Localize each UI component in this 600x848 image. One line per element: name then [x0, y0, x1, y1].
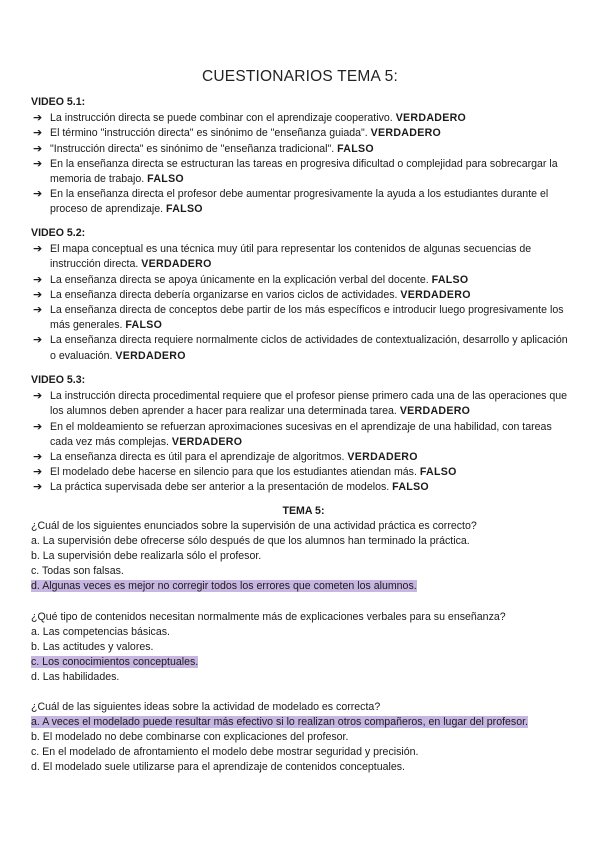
statement-text: La enseñanza directa debería organizarse en varios ciclos de actividades.: [50, 288, 401, 301]
arrow-right-icon: ➔: [33, 243, 43, 256]
option-d-highlighted: d. Algunas veces es mejor no corregir todos los errores que cometen los alumnos.: [31, 580, 417, 593]
quiz-section: [31, 504, 576, 776]
quiz-title: TEMA 5:: [282, 505, 325, 517]
answer-label: VERDADERO: [171, 435, 243, 448]
answer-label: FALSO: [125, 319, 163, 332]
list-item: [31, 303, 576, 333]
section-video-5-1: [31, 95, 576, 218]
statement-text: La enseñanza directa es útil para el aprendizaje de algoritmos.: [50, 451, 348, 464]
question-block: [31, 610, 576, 685]
answer-label: FALSO: [337, 142, 374, 155]
question-block: [31, 700, 576, 775]
statement-text: El término "instrucción directa" es sinónimo de "enseñanza guiada".: [50, 127, 371, 140]
arrow-right-icon: ➔: [33, 288, 43, 301]
section-heading: VIDEO 5.1:: [31, 96, 86, 108]
list-item: [31, 142, 576, 157]
answer-label: FALSO: [147, 173, 184, 186]
list-item: [31, 187, 576, 217]
section-heading: VIDEO 5.3:: [31, 374, 86, 386]
option-b: b. El modelado no debe combinarse con explicaciones del profesor.: [31, 731, 349, 744]
statement-text: La enseñanza directa se apoya únicamente en la explicación verbal del docente.: [50, 273, 432, 286]
list-item: [31, 333, 576, 363]
list-item: [31, 480, 576, 495]
statement-text: "Instrucción directa" es sinónimo de "enseñanza tradicional".: [50, 142, 338, 155]
arrow-right-icon: ➔: [33, 304, 43, 317]
statement-text: La enseñanza directa de conceptos debe partir de los más específicos e introducir luego progresivamente los más generales.: [50, 304, 564, 332]
list-item: [31, 242, 576, 272]
statement-text: En el moldeamiento se refuerzan aproximaciones sucesivas en el aprendizaje de una habilidad, con tareas cada vez más complejas.: [50, 420, 552, 448]
option-c: c. Todas son falsas.: [31, 565, 124, 578]
answer-label: VERDADERO: [395, 112, 467, 125]
option-d: d. El modelado suele utilizarse para el aprendizaje de contenidos conceptuales.: [31, 761, 405, 774]
list-item: [31, 465, 576, 480]
arrow-right-icon: ➔: [33, 334, 43, 347]
arrow-right-icon: ➔: [33, 127, 43, 140]
option-d: d. Las habilidades.: [31, 670, 120, 683]
answer-label: VERDADERO: [399, 405, 471, 418]
arrow-right-icon: ➔: [33, 390, 43, 403]
answer-label: FALSO: [392, 481, 429, 494]
question-text: ¿Cuál de las siguientes ideas sobre la actividad de modelado es correcta?: [31, 701, 381, 714]
answer-label: VERDADERO: [400, 288, 471, 301]
statement-text: La práctica supervisada debe ser anterior a la presentación de modelos.: [50, 481, 393, 494]
arrow-right-icon: ➔: [33, 481, 43, 494]
list-item: [31, 389, 576, 419]
statement-text: El modelado debe hacerse en silencio para que los estudiantes atiendan más.: [50, 466, 420, 479]
statement-list: [31, 389, 576, 495]
arrow-right-icon: ➔: [33, 466, 43, 479]
section-heading: VIDEO 5.2:: [31, 227, 86, 239]
answer-label: VERDADERO: [115, 349, 186, 362]
arrow-right-icon: ➔: [33, 188, 43, 201]
statement-text: La instrucción directa se puede combinar con el aprendizaje cooperativo.: [50, 112, 396, 125]
statement-text: En la enseñanza directa se estructuran las tareas en progresiva dificultad o complejidad para sobrecargar la memoria de trabajo.: [50, 157, 558, 186]
question-text: ¿Qué tipo de contenidos necesitan normalmente más de explicaciones verbales para su enseñanza?: [31, 610, 506, 623]
page-title: CUESTIONARIOS TEMA 5:: [202, 68, 398, 85]
option-b: b. Las actitudes y valores.: [31, 640, 154, 653]
arrow-right-icon: ➔: [33, 273, 43, 286]
statement-text: La instrucción directa procedimental requiere que el profesor piense primero cada una de las operaciones que los alumnos deben aprender a hacer para realizar una determinada tarea.: [50, 390, 568, 418]
statement-text: En la enseñanza directa el profesor debe aumentar progresivamente la ayuda a los estudiantes durante el proceso de aprendizaje.: [50, 188, 549, 216]
list-item: [31, 450, 576, 465]
arrow-right-icon: ➔: [33, 420, 43, 433]
statement-text: La enseñanza directa requiere normalmente ciclos de actividades de contextualización, desarrollo y aplicación o evaluación.: [50, 334, 568, 362]
list-item: [31, 111, 576, 126]
arrow-right-icon: ➔: [33, 157, 43, 170]
list-item: [31, 288, 576, 303]
statement-list: [31, 242, 576, 364]
answer-label: FALSO: [431, 273, 469, 286]
option-c: c. En el modelado de afrontamiento el modelo debe mostrar seguridad y precisión.: [31, 746, 419, 759]
option-a-highlighted: a. A veces el modelado puede resultar más efectivo si lo realizan otros compañeros, en lugar del profesor.: [31, 716, 529, 729]
option-a: a. Las competencias básicas.: [31, 625, 170, 638]
arrow-right-icon: ➔: [33, 142, 43, 155]
arrow-right-icon: ➔: [33, 112, 43, 125]
section-video-5-2: [31, 226, 576, 364]
answer-label: VERDADERO: [370, 127, 442, 140]
list-item: [31, 273, 576, 288]
arrow-right-icon: ➔: [33, 451, 43, 464]
statement-list: [31, 111, 576, 217]
option-a: a. La supervisión debe ofrecerse sólo después de que los alumnos han terminado la práctica.: [31, 535, 470, 548]
option-b: b. La supervisión debe realizarla sólo el profesor.: [31, 550, 262, 563]
question-block: [31, 519, 576, 594]
list-item: [31, 420, 576, 450]
list-item: [31, 157, 576, 187]
question-text: ¿Cuál de los siguientes enunciados sobre la supervisión de una actividad práctica es correcto?: [31, 520, 477, 533]
option-c-highlighted: c. Los conocimientos conceptuales.: [31, 655, 199, 668]
list-item: [31, 126, 576, 141]
answer-label: FALSO: [166, 203, 203, 216]
answer-label: VERDADERO: [347, 451, 418, 464]
section-video-5-3: [31, 373, 576, 496]
answer-label: FALSO: [419, 466, 457, 479]
answer-label: VERDADERO: [141, 258, 212, 271]
statement-text: El mapa conceptual es una técnica muy útil para representar los contenidos de algunas secuencias de instrucción directa.: [50, 243, 532, 271]
